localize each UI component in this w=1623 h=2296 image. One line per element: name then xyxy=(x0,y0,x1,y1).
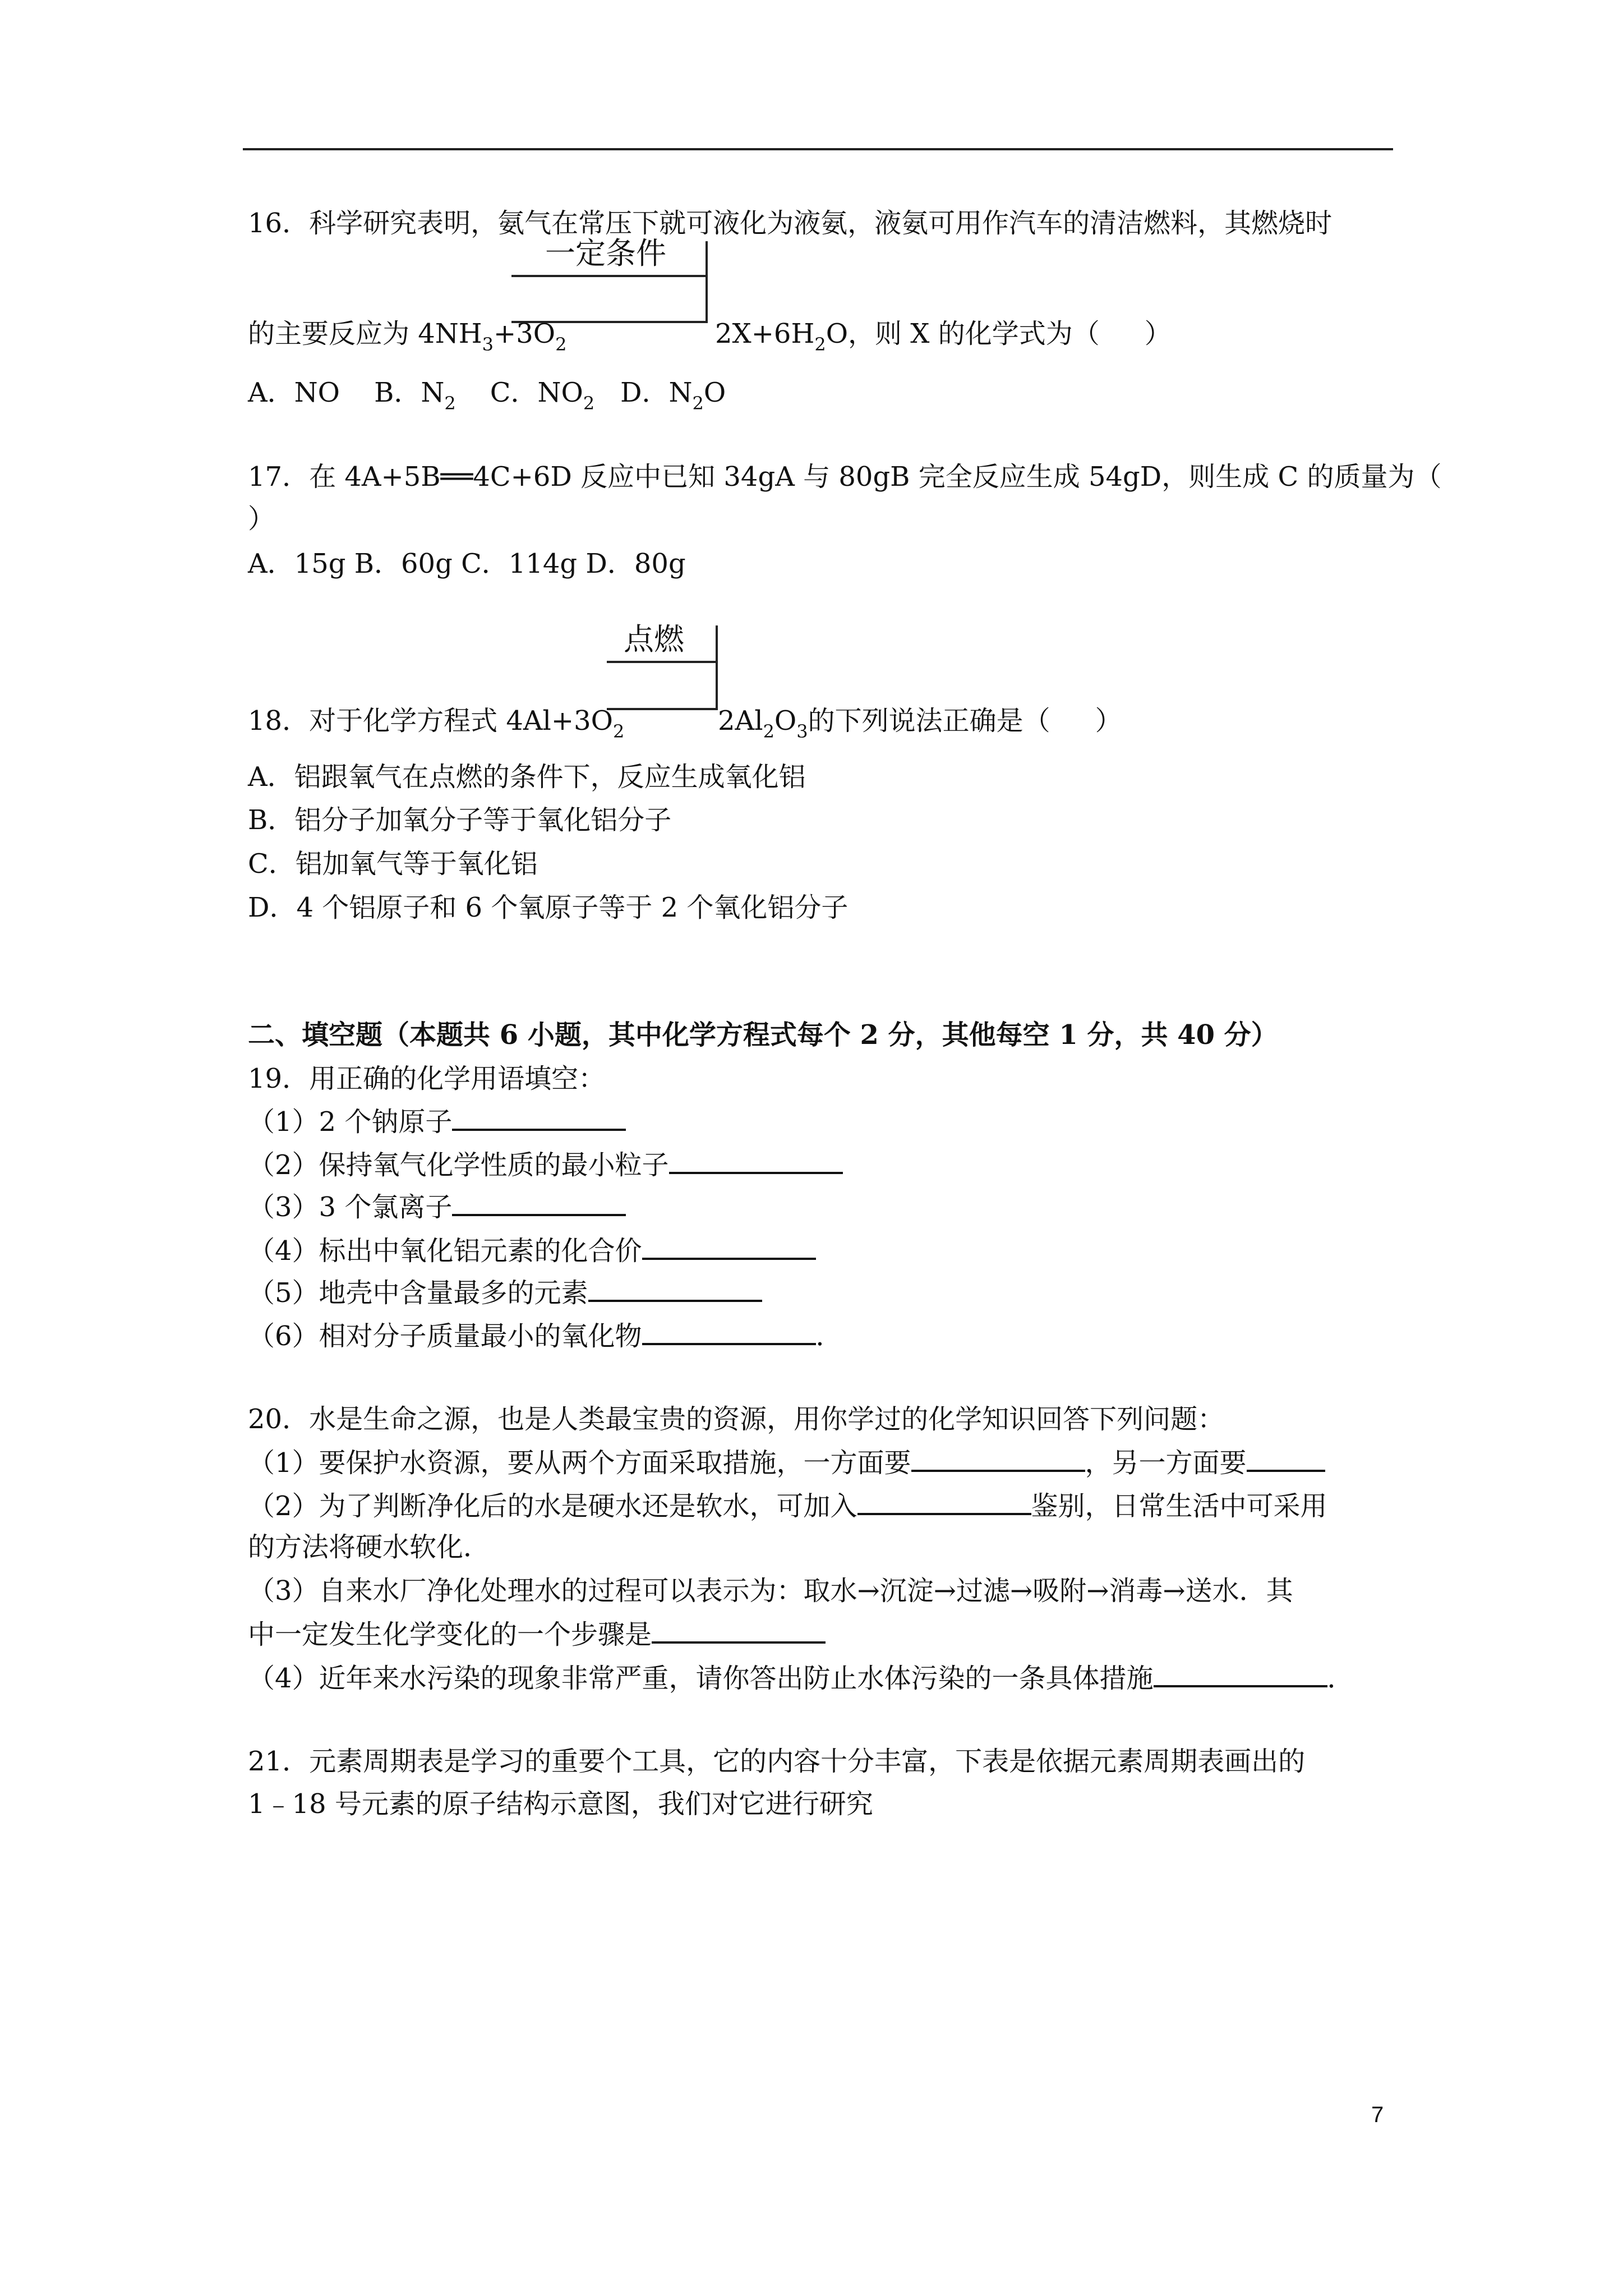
q18-line-d: 的下列说法正确是（ xyxy=(808,705,1050,737)
q18-line-a: 18．对于化学方程式 4Al+3O xyxy=(248,705,614,737)
q19-blank-2[interactable] xyxy=(669,1147,843,1174)
q18-option-c: C．铝加氧气等于氧化铝 xyxy=(248,848,538,880)
q16-line1: 16．科学研究表明，氨气在常压下就可液化为液氨，液氨可用作汽车的清洁燃料，其燃烧时 xyxy=(248,208,1332,239)
q20-p2-b: 鉴别，日常生活中可采用 xyxy=(1031,1490,1327,1522)
q19-blank-1[interactable] xyxy=(452,1104,626,1131)
q16-sub2b: 2 xyxy=(814,334,826,355)
q18-arrow-bar xyxy=(716,625,718,710)
q19-blank-6[interactable] xyxy=(642,1318,816,1345)
q16-line2-c: 2X+6H xyxy=(715,318,815,349)
q18-sub2b: 2 xyxy=(763,721,774,742)
q18-line-right xyxy=(718,704,1122,740)
q16-condition-overline xyxy=(511,275,708,277)
q19-item-2 xyxy=(248,1147,843,1182)
q20-blank-1[interactable] xyxy=(911,1445,1085,1472)
q19-item-6 xyxy=(248,1318,843,1353)
q16-line2 xyxy=(248,317,567,353)
q16-line2-e: ） xyxy=(1144,318,1172,349)
q17-line1: 17．在 4A+5B══4C+6D 反应中已知 34gA 与 80gB 完全反应生成 54gD，则生成 C 的质量为（ xyxy=(248,461,1442,493)
q18-sub2: 2 xyxy=(613,721,625,742)
q19-end-dot: ． xyxy=(815,1320,843,1352)
q17-options: A．15g B．60g C．114g D．80g xyxy=(248,548,686,579)
q19-stem: 19．用正确的化学用语填空： xyxy=(248,1063,606,1094)
q16-line2-right xyxy=(715,317,1172,353)
q16-arrow-bar xyxy=(706,241,708,323)
q18-sub3: 3 xyxy=(796,721,808,742)
q16-sub2: 2 xyxy=(555,334,567,355)
q18-line-c: O xyxy=(774,705,797,737)
q19-item-3 xyxy=(248,1189,626,1224)
q19-item-5-text: （5）地壳中含量最多的元素 xyxy=(248,1277,588,1309)
q18-option-b: B．铝分子加氧分子等于氧化铝分子 xyxy=(248,804,672,836)
q19-item-3-text: （3）3 个氯离子 xyxy=(248,1191,453,1223)
q19-blank-4[interactable] xyxy=(642,1233,816,1260)
q16-line2-d: O，则 X 的化学式为（ xyxy=(826,318,1100,349)
q16-opt-d-tail: O xyxy=(703,377,726,408)
q16-opt-b-sub: 2 xyxy=(444,393,456,414)
q20-blank-3[interactable] xyxy=(857,1488,1031,1515)
q16-opt-b: B．N xyxy=(374,377,445,408)
q20-p1-b: ，另一方面要 xyxy=(1085,1447,1247,1479)
q20-p3-b: 中一定发生化学变化的一个步骤是 xyxy=(248,1619,652,1650)
q20-part2 xyxy=(248,1488,1327,1523)
q19-item-2-text: （2）保持氧气化学性质的最小粒子 xyxy=(248,1149,669,1181)
q18-line-b: 2Al xyxy=(718,705,763,737)
q19-item-6-text: （6）相对分子质量最小的氧化物 xyxy=(248,1320,642,1352)
q19-item-4-text: （4）标出中氧化铝元素的化合价 xyxy=(248,1235,642,1267)
q19-blank-3[interactable] xyxy=(452,1189,626,1216)
q20-p2-a: （2）为了判断净化后的水是硬水还是软水，可加入 xyxy=(248,1490,857,1522)
q20-blank-4[interactable] xyxy=(652,1617,826,1644)
q19-item-1-text: （1）2 个钠原子 xyxy=(248,1106,453,1138)
q21-line1: 21．元素周期表是学习的重要个工具，它的内容十分丰富，下表是依据元素周期表画出的 xyxy=(248,1746,1306,1777)
q19-blank-5[interactable] xyxy=(588,1275,762,1302)
q18-option-d: D．4 个铝原子和 6 个氧原子等于 2 个氧化铝分子 xyxy=(248,892,849,923)
q18-condition: 点燃 xyxy=(624,622,684,657)
q21-line2: 1﹣18 号元素的原子结构示意图，我们对它进行研究 xyxy=(248,1788,873,1820)
q18-condition-overline xyxy=(607,661,718,663)
q20-part4 xyxy=(248,1660,1354,1695)
q16-line2-b: +3O xyxy=(494,318,556,349)
q16-opt-c: C．NO xyxy=(490,377,583,408)
q20-blank-2[interactable] xyxy=(1247,1445,1325,1472)
q16-opt-c-sub: 2 xyxy=(583,393,595,414)
q16-opt-a: A．NO xyxy=(248,377,340,408)
q20-part3b xyxy=(248,1617,826,1651)
q16-opt-d-sub: 2 xyxy=(692,393,704,414)
q17-line2: ） xyxy=(248,503,275,535)
q16-options xyxy=(248,376,726,412)
q20-part1 xyxy=(248,1445,1325,1480)
q16-opt-d: D．N xyxy=(620,377,693,408)
page-number: 7 xyxy=(1371,2102,1384,2127)
q20-end-dot: ． xyxy=(1327,1663,1354,1694)
q16-sub3: 3 xyxy=(482,334,494,355)
header-rule xyxy=(243,148,1393,150)
q20-p3-a: （3）自来水厂净化处理水的过程可以表示为：取水→沉淀→过滤→吸附→消毒→送水．其 xyxy=(248,1575,1293,1607)
q20-p1-a: （1）要保护水资源，要从两个方面采取措施，一方面要 xyxy=(248,1447,911,1479)
q16-condition: 一定条件 xyxy=(545,236,666,271)
section2-heading: 二、填空题（本题共 6 小题，其中化学方程式每个 2 分，其他每空 1 分，共 40 分） xyxy=(248,1019,1278,1051)
q20-stem: 20．水是生命之源，也是人类最宝贵的资源，用你学过的化学知识回答下列问题： xyxy=(248,1404,1225,1435)
q19-item-5 xyxy=(248,1275,762,1310)
q18-line-e: ） xyxy=(1095,705,1122,737)
q20-p4: （4）近年来水污染的现象非常严重，请你答出防止水体污染的一条具体措施 xyxy=(248,1663,1154,1694)
q20-p2-c: 的方法将硬水软化． xyxy=(248,1531,491,1563)
q16-line2-a: 的主要反应为 4NH xyxy=(248,318,482,349)
q19-item-1 xyxy=(248,1104,626,1139)
q19-item-4 xyxy=(248,1233,816,1268)
q20-blank-5[interactable] xyxy=(1154,1660,1327,1687)
q18-option-a: A．铝跟氧气在点燃的条件下，反应生成氧化铝 xyxy=(248,761,806,793)
q18-line-left xyxy=(248,704,624,740)
